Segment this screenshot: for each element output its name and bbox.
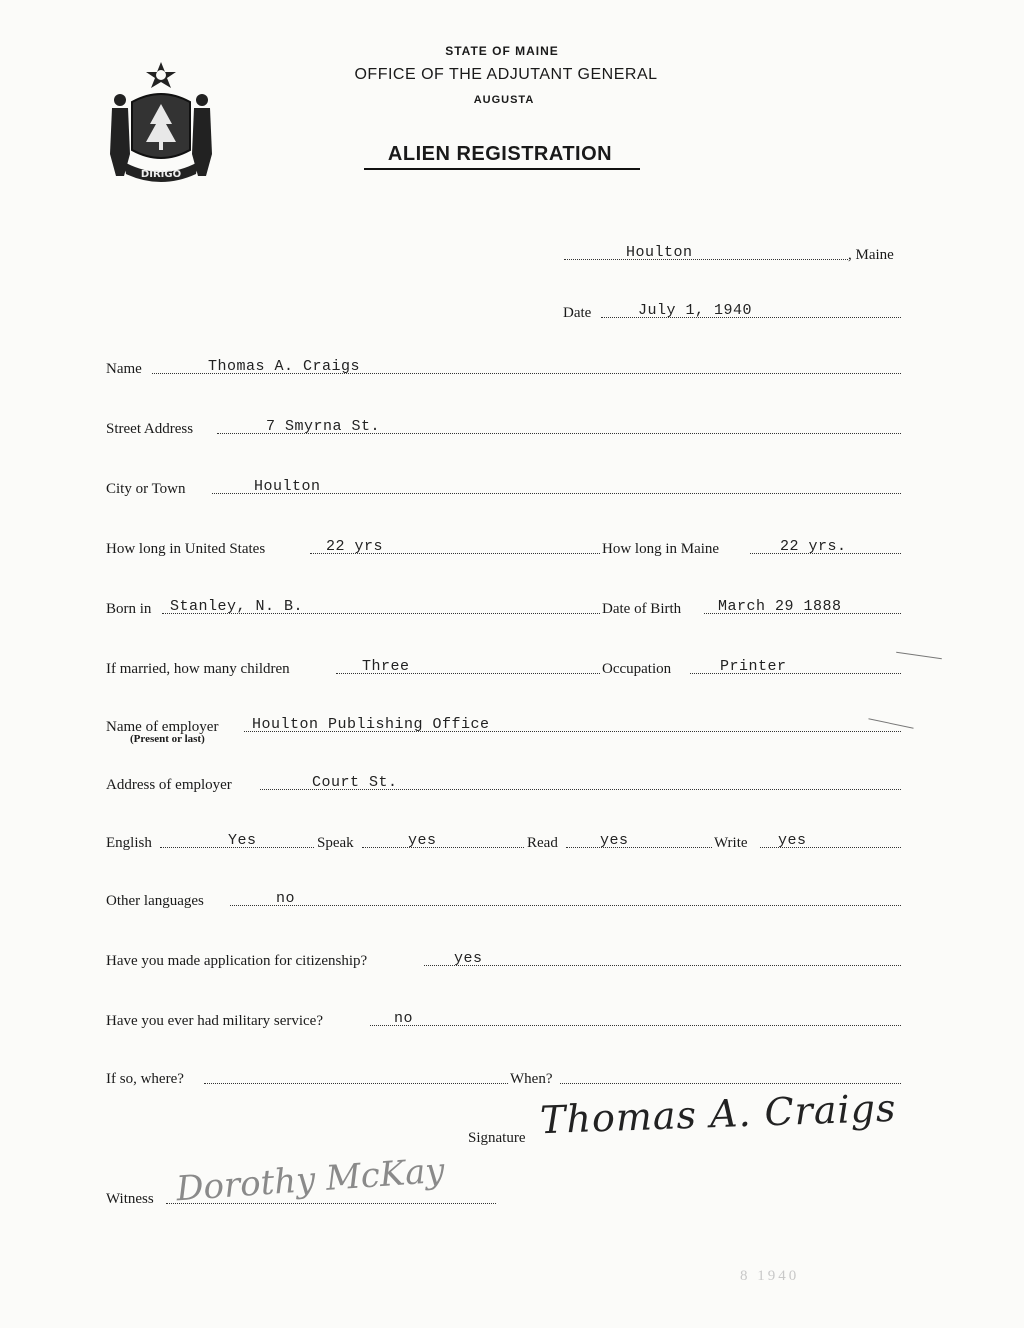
children-label: If married, how many children bbox=[106, 661, 290, 677]
us-time-value: 22 yrs bbox=[326, 538, 384, 555]
military-value: no bbox=[394, 1010, 414, 1027]
when-line bbox=[560, 1083, 901, 1084]
speak-label: Speak bbox=[317, 835, 354, 851]
location-row bbox=[0, 240, 1024, 266]
employer-label: Name of employer bbox=[106, 719, 219, 735]
location-suffix: , Maine bbox=[848, 247, 894, 263]
other-languages-row bbox=[0, 886, 1024, 912]
date-row bbox=[0, 298, 1024, 324]
name-label: Name bbox=[106, 361, 142, 377]
location-value: Houlton bbox=[626, 244, 693, 261]
office-heading: OFFICE OF THE ADJUTANT GENERAL bbox=[354, 66, 658, 83]
write-value: yes bbox=[778, 832, 807, 849]
write-label: Write bbox=[714, 835, 748, 851]
date-value: July 1, 1940 bbox=[638, 302, 753, 319]
english-label: English bbox=[106, 835, 152, 851]
citizenship-label: Have you made application for citizenship? bbox=[106, 953, 368, 969]
speak-line bbox=[362, 847, 524, 848]
where-label: If so, where? bbox=[106, 1071, 184, 1087]
citizenship-value: yes bbox=[454, 950, 483, 967]
read-value: yes bbox=[600, 832, 629, 849]
street-row bbox=[0, 414, 1024, 440]
military-line bbox=[370, 1025, 901, 1026]
family-row bbox=[0, 654, 1024, 680]
city-heading: AUGUSTA bbox=[473, 94, 535, 106]
employer-value: Houlton Publishing Office bbox=[252, 716, 490, 733]
svg-text:DIRIGO: DIRIGO bbox=[140, 169, 182, 180]
employer-address-label: Address of employer bbox=[106, 777, 232, 793]
where-line bbox=[204, 1083, 508, 1084]
employer-sublabel: (Present or last) bbox=[130, 733, 205, 745]
signature: Thomas A. Craigs bbox=[539, 1085, 898, 1143]
dob-value: March 29 1888 bbox=[718, 598, 842, 615]
witness-row bbox=[0, 1184, 1024, 1210]
street-label: Street Address bbox=[106, 421, 194, 437]
other-languages-line bbox=[230, 905, 901, 906]
read-line bbox=[566, 847, 712, 848]
employer-address-value: Court St. bbox=[312, 774, 398, 791]
form-title: ALIEN REGISTRATION bbox=[387, 143, 613, 165]
born-in-value: Stanley, N. B. bbox=[170, 598, 304, 615]
maine-time-label: How long in Maine bbox=[602, 541, 720, 557]
name-row bbox=[0, 354, 1024, 380]
other-languages-value: no bbox=[276, 890, 296, 907]
birth-row bbox=[0, 594, 1024, 620]
citizenship-row bbox=[0, 946, 1024, 972]
occupation-label: Occupation bbox=[602, 661, 672, 677]
read-label: Read bbox=[527, 835, 558, 851]
residence-row bbox=[0, 534, 1024, 560]
witness-label: Witness bbox=[106, 1191, 154, 1207]
name-value: Thomas A. Craigs bbox=[208, 358, 361, 375]
city-label: City or Town bbox=[106, 481, 186, 497]
maine-time-value: 22 yrs. bbox=[780, 538, 847, 555]
street-value: 7 Smyrna St. bbox=[266, 418, 381, 435]
city-row bbox=[0, 474, 1024, 500]
city-value: Houlton bbox=[254, 478, 321, 495]
employer-address-row bbox=[0, 770, 1024, 796]
speak-value: yes bbox=[408, 832, 437, 849]
received-stamp: 8 1940 bbox=[740, 1268, 800, 1284]
title-underline bbox=[364, 168, 640, 170]
when-label: When? bbox=[510, 1071, 553, 1087]
location-line bbox=[564, 259, 848, 260]
other-languages-label: Other languages bbox=[106, 893, 204, 909]
us-time-label: How long in United States bbox=[106, 541, 266, 557]
state-heading: STATE OF MAINE bbox=[445, 44, 559, 58]
military-row bbox=[0, 1006, 1024, 1032]
citizenship-line bbox=[424, 965, 901, 966]
english-row bbox=[0, 828, 1024, 854]
dob-label: Date of Birth bbox=[602, 601, 682, 617]
born-in-label: Born in bbox=[106, 601, 152, 617]
signature-label: Signature bbox=[468, 1130, 526, 1146]
military-label: Have you ever had military service? bbox=[106, 1013, 323, 1029]
english-value: Yes bbox=[228, 832, 257, 849]
witness-signature: Dorothy McKay bbox=[174, 1150, 446, 1210]
date-label: Date bbox=[563, 305, 592, 321]
occupation-value: Printer bbox=[720, 658, 787, 675]
children-value: Three bbox=[362, 658, 410, 675]
